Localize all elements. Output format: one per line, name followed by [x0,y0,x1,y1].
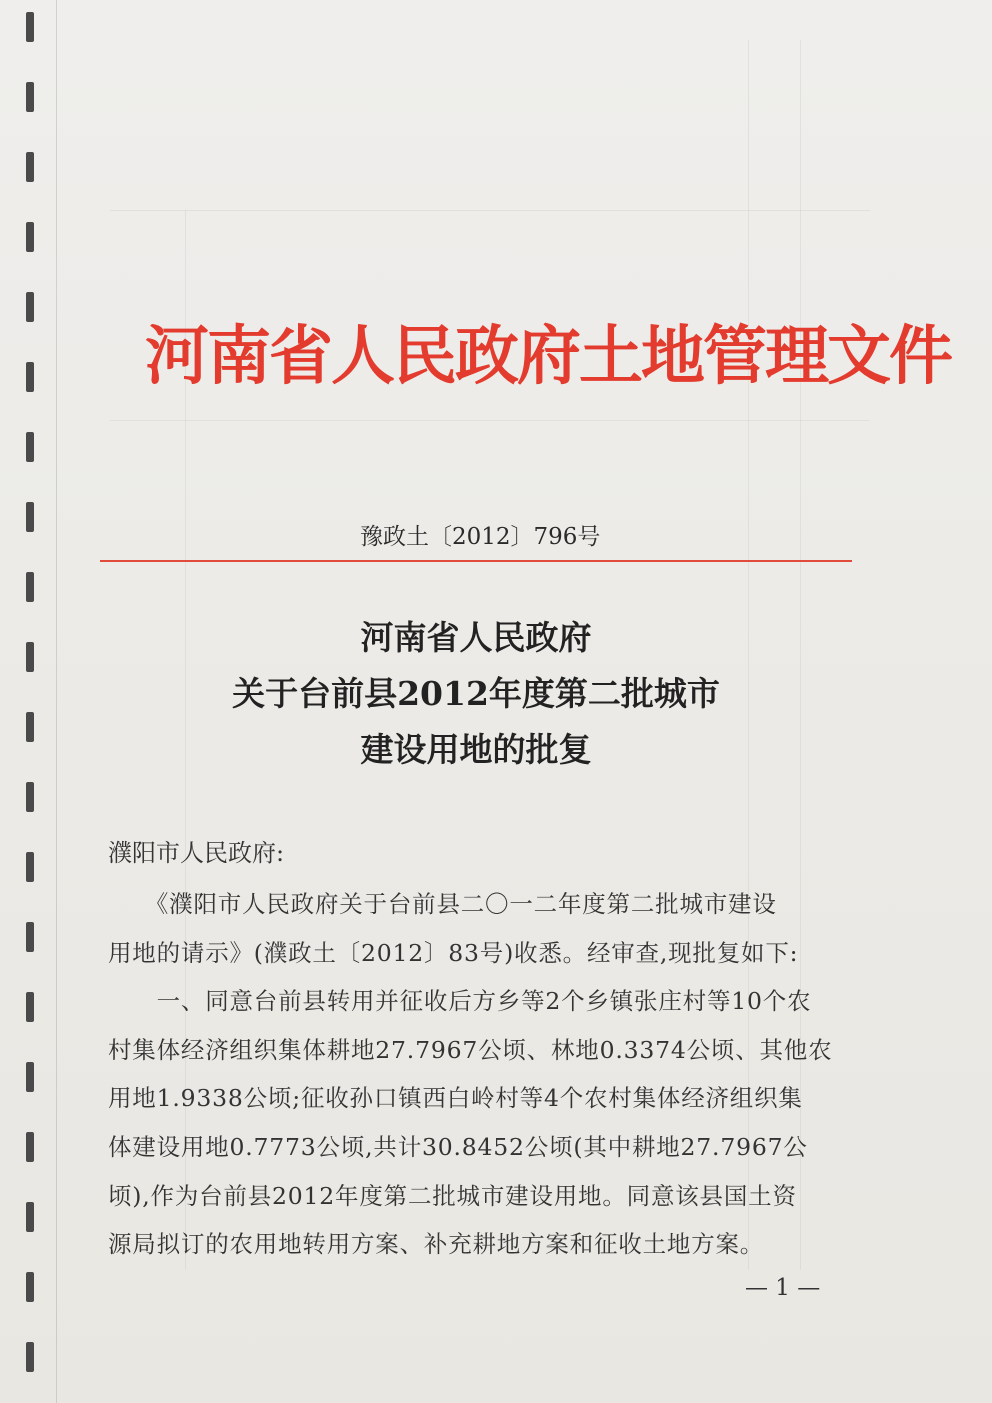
body-line: 用地的请示》(濮政土〔2012〕83号)收悉。经审查,现批复如下: [108,938,799,967]
document-title [100,610,852,778]
title-line: 关于台前县2012年度第二批城市 [232,674,720,713]
body-line: 源局拟订的农用地转用方案、补充耕地方案和征收土地方案。 [108,1230,765,1259]
red-divider [100,560,852,562]
binding-strip [0,0,56,1403]
body-line: 村集体经济组织集体耕地27.7967公顷、林地0.3374公顷、其他农 [108,1035,833,1064]
body-line: 一、同意台前县转用并征收后方乡等2个乡镇张庄村等10个农 [108,987,812,1016]
page-number: — 1 — [745,1275,821,1301]
body-line: 体建设用地0.7773公顷,共计30.8452公顷(其中耕地27.7967公 [108,1132,808,1161]
title-line: 建设用地的批复 [360,730,592,769]
header-title: 河南省人民政府土地管理文件 [145,319,951,394]
body-text [108,880,858,1269]
body-line: 《濮阳市人民政府关于台前县二〇一二年度第二批城市建设 [108,890,777,918]
body-line: 顷),作为台前县2012年度第二批城市建设用地。同意该县国土资 [108,1181,797,1210]
title-line: 河南省人民政府 [360,618,592,657]
addressee: 濮阳市人民政府: [108,839,285,867]
body-line: 用地1.9338公顷;征收孙口镇西白岭村等4个农村集体经济组织集 [108,1084,803,1113]
document-number: 豫政土〔2012〕796号 [360,524,601,550]
